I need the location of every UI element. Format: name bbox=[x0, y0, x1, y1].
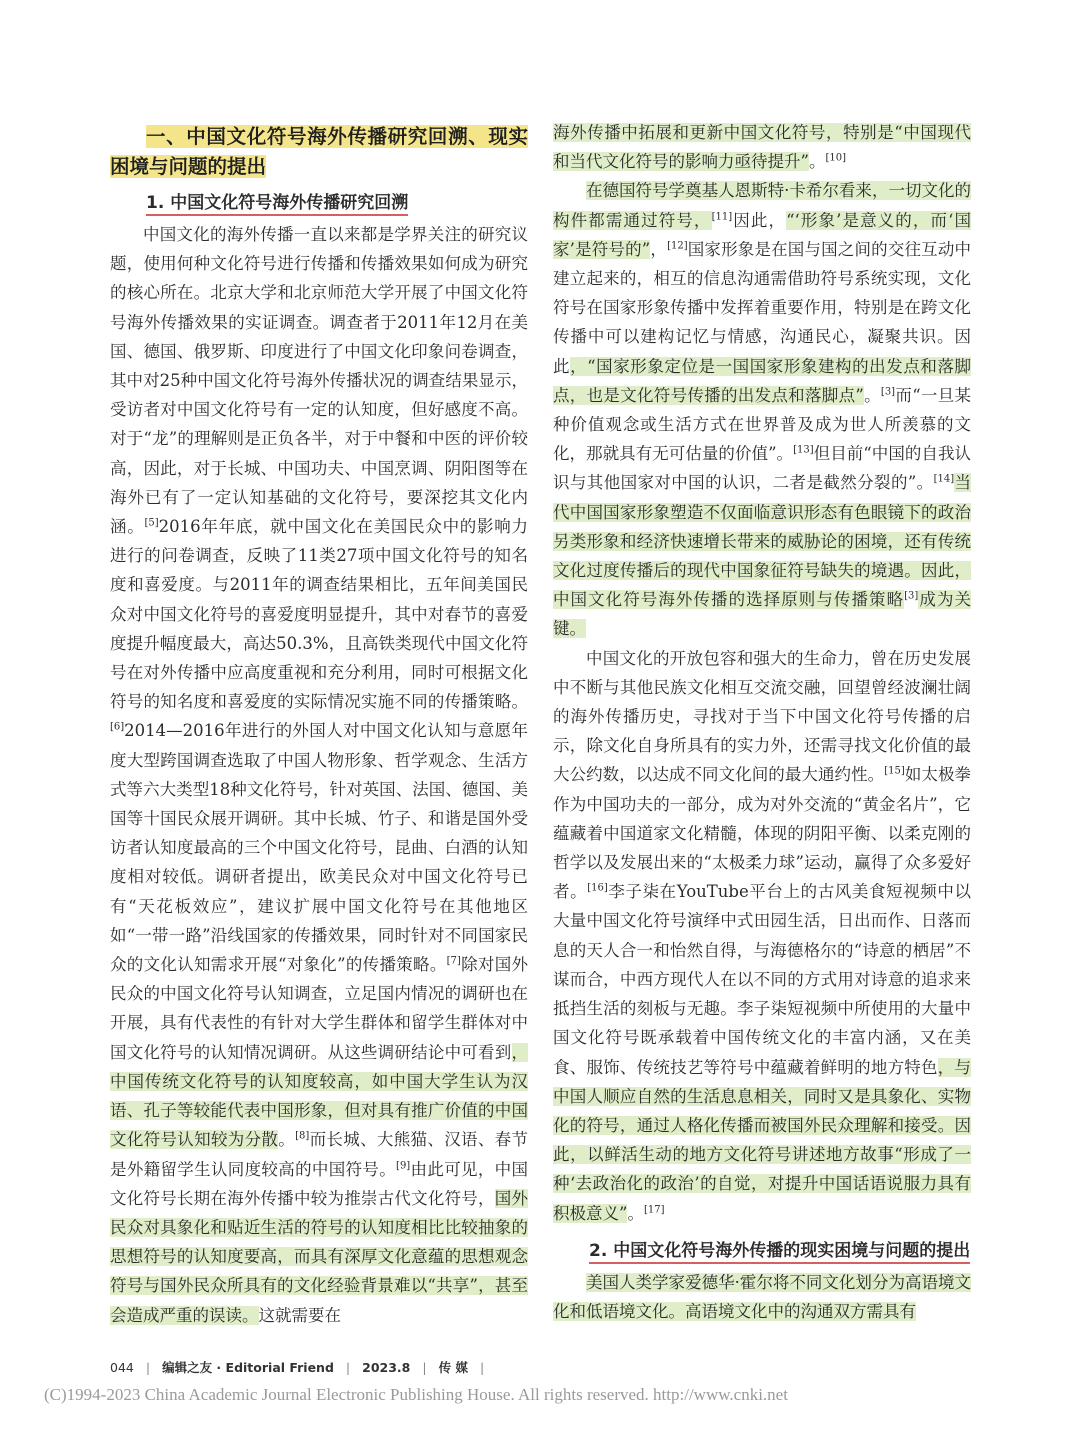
subsection-heading-1-text: 1. 中国文化符号海外传播研究回溯 bbox=[146, 193, 408, 216]
text-run: 但目前“中国的自我认识与其他国家对中国的认识，二者是截然分裂的”。 bbox=[553, 444, 971, 493]
citation-ref: [16] bbox=[587, 882, 608, 894]
citation-ref: [13] bbox=[793, 444, 814, 456]
citation-ref: [14] bbox=[933, 473, 955, 485]
text-run: 2014—2016年进行的外国人对中国文化认知与意愿年度大型跨国调查选取了中国人物形象、哲学观念、生活方式等六大类型18种文化符号，针对英国、法国、德国、美国等十国民众展开调研。其中长城、竹子、和谐是国外受访者认知度最高的三个中国文化符号，昆曲、白酒的认知度相对较低。调研者提出，欧美民众对中国文化符号已有“天花板效应”，建议扩展中国文化符号在其他地区如“一带一路”沿线国家的传播效果，同时针对不同国家民众的文化认知需求开展“对象化”的传播策略。 bbox=[110, 721, 528, 975]
footer-separator: | bbox=[345, 1359, 351, 1375]
highlighted-text: 当代中国国家形象塑造不仅面临意识形态有色眼镜下的政治另类形象和经济快速增长带来的威胁论的困境，还有传统文化过度传播后的现代中国象征符号缺失的境遇。因此，中国文化符号海外传播的选择原则与传播策略 bbox=[553, 473, 972, 610]
citation-ref: [15] bbox=[884, 765, 905, 777]
text-run: 。 bbox=[278, 1130, 296, 1150]
text-run: 如太极拳作为中国功夫的一部分，成为对外交流的“黄金名片”，它蕴藏着中国道家文化精髓，体现的阴阳平衡、以柔克刚的哲学以及发展出来的“太极柔力球”运动，赢得了众多爱好者。 bbox=[553, 765, 972, 902]
journal-name: 编辑之友 · Editorial Friend bbox=[162, 1360, 334, 1375]
text-run: 2016年年底，就中国文化在美国民众中的影响力进行的问卷调查，反映了11类27项中国文化符号的知名度和喜爱度。与2011年的调查结果相比，五年间美国民众对中国文化符号的喜爱度明显提升，其中对春节的喜爱度提升幅度最大，高达50.3%，且高铁类现代中国文化符号在对外传播中应高度重视和充分利用，同时可根据文化符号的知名度和喜爱度的实际情况实施不同的传播策略。 bbox=[110, 517, 529, 712]
section-heading-1-text: 一、中国文化符号海外传播研究回溯、现实困境与问题的提出 bbox=[110, 125, 528, 178]
text-run: 这就需要在 bbox=[258, 1305, 341, 1325]
text-run: 。 bbox=[627, 1203, 644, 1223]
text-run: 而“一旦某种价值观念或生活方式在世界普及成为世人所羡慕的文化，那就具有无可估量的价值”。 bbox=[553, 385, 972, 464]
subsection-heading-1 bbox=[110, 188, 528, 218]
highlighted-text: 成为关键。 bbox=[553, 590, 972, 639]
subsection-heading-2-text: 2. 中国文化符号海外传播的现实困境与问题的提出 bbox=[589, 1241, 970, 1264]
section-name: 传 媒 bbox=[438, 1360, 468, 1375]
highlighted-text: ，中国传统文化符号的认知度较高，如中国大学生认为汉语、孔子等较能代表中国形象，但对具有推广价值的中国文化符号认知较为分散 bbox=[110, 1042, 528, 1150]
text-run: 中国文化的开放包容和强大的生命力，曾在历史发展中不断与其他民族文化相互交流交融，回望曾经波澜壮阔的海外传播历史，寻找对于当下中国文化符号传播的启示，除文化自身所具有的实力外，还需寻找文化价值的最大公约数，以达成不同文化间的最大通约性。 bbox=[553, 648, 971, 785]
highlighted-text: ，“国家形象定位是一国国家形象建构的出发点和落脚点，也是文化符号传播的出发点和落脚点” bbox=[553, 356, 972, 405]
page-number: 044 bbox=[110, 1359, 134, 1375]
paragraph-national-image bbox=[553, 176, 971, 643]
citation-ref: [10] bbox=[825, 152, 846, 164]
text-run: 。 bbox=[863, 385, 881, 405]
text-run: 而长城、大熊猫、汉语、春节是外籍留学生认同度较高的中国符号。 bbox=[110, 1130, 529, 1179]
highlighted-text: ，与中国人顺应自然的生活息息相关，同时又是具象化、实物化的符号，通过人格化传播而被国外民众理解和接受。因此，以鲜活生动的地方文化符号讲述地方故事“形成了一种‘去政治化的政治’的自觉，对提升中国话语说服力具有积极意义” bbox=[553, 1057, 972, 1223]
citation-ref: [11] bbox=[711, 211, 733, 223]
citation-ref: [6] bbox=[110, 721, 125, 733]
highlighted-text: “‘形象’是意义的，而‘国家’是符号的” bbox=[553, 210, 972, 259]
left-column bbox=[110, 118, 528, 1330]
paragraph-continuation bbox=[553, 118, 971, 176]
page-footer bbox=[110, 1358, 484, 1376]
highlighted-text: 海外传播中拓展和更新中国文化符号，特别是“中国现代和当代文化符号的影响力亟待提升” bbox=[553, 123, 971, 172]
text-run: 因此， bbox=[732, 210, 787, 230]
citation-ref: [3] bbox=[904, 590, 919, 602]
highlighted-text: 国外民众对具象化和贴近生活的符号的认知度相比比较抽象的思想符号的认知度要高，而具有深厚文化意蕴的思想观念符号与国外民众所具有的文化经验背景难以“共享”，甚至会造成严重的误读。 bbox=[110, 1188, 529, 1325]
paragraph-hall-context bbox=[553, 1268, 971, 1326]
text-run: 。 bbox=[808, 152, 826, 172]
footer-separator: | bbox=[145, 1359, 151, 1375]
paragraph-research-review bbox=[110, 220, 528, 1330]
citation-ref: [8] bbox=[295, 1130, 310, 1142]
highlighted-text: 在德国符号学奠基人恩斯特·卡希尔看来，一切文化的构件都需通过符号， bbox=[553, 181, 971, 230]
text-run: ， bbox=[650, 239, 668, 259]
paragraph-openness bbox=[553, 644, 971, 1228]
highlighted-text: 美国人类学家爱德华·霍尔将不同文化划分为高语境文化和低语境文化。高语境文化中的沟通双方需具有 bbox=[553, 1272, 971, 1321]
citation-ref: [12] bbox=[667, 240, 688, 252]
issue-number: 2023.8 bbox=[362, 1359, 411, 1375]
right-column bbox=[553, 118, 971, 1326]
section-heading-1 bbox=[110, 122, 528, 182]
text-run: 中国文化的海外传播一直以来都是学界关注的研究议题，使用何种文化符号进行传播和传播效果如何成为研究的核心所在。北京大学和北京师范大学开展了中国文化符号海外传播效果的实证调查。调查者于2011年12月在美国、德国、俄罗斯、印度进行了中国文化印象问卷调查，其中对25种中国文化符号海外传播状况的调查结果显示，受访者对中国文化符号有一定的认知度，但好感度不高。对于“龙”的理解则是正负各半，对于中餐和中医的评价较高，因此，对于长城、中国功夫、中国烹调、阴阳图等在海外已有了一定认知基础的文化符号，要深挖其文化内涵。 bbox=[110, 225, 528, 537]
footer-separator: | bbox=[479, 1359, 485, 1375]
citation-ref: [3] bbox=[880, 386, 896, 398]
text-run: 国家形象是在国与国之间的交往互动中建立起来的，相互的信息沟通需借助符号系统实现，文化符号在国家形象传播中发挥着重要作用，特别是在跨文化传播中可以建构记忆与情感，沟通民心，凝聚共识。因此 bbox=[553, 239, 972, 376]
copyright-notice: (C)1994-2023 China Academic Journal Electronic Publishing House. All rights reserved. http://www.cnki.net bbox=[44, 1385, 788, 1404]
text-run: 李子柒在YouTube平台上的古风美食短视频中以大量中国文化符号演绎中式田园生活，日出而作、日落而息的天人合一和怡然自得，与海德格尔的“诗意的栖居”不谋而合，中西方现代人在以不同的方式用对诗意的追求来抵挡生活的刻板与无趣。李子柒短视频中所使用的大量中国文化符号既承载着中国传统文化的丰富内涵，又在美食、服饰、传统技艺等符号中蕴藏着鲜明的地方特色 bbox=[553, 882, 971, 1077]
footer-separator: | bbox=[422, 1359, 427, 1375]
subsection-heading-2 bbox=[553, 1236, 971, 1266]
citation-ref: [5] bbox=[144, 517, 159, 529]
citation-ref: [17] bbox=[643, 1204, 665, 1216]
citation-ref: [9] bbox=[396, 1160, 411, 1171]
text-run: 由此可见，中国文化符号长期在海外传播中较为推崇古代文化符号， bbox=[110, 1159, 529, 1208]
text-run: 除对国外民众的中国文化符号认知调查，立足国内情况的调研也在开展，具有代表性的有针对大学生群体和留学生群体对中国文化符号的认知情况调研。从这些调研结论中可看到 bbox=[110, 955, 529, 1062]
citation-ref: [7] bbox=[446, 955, 461, 967]
